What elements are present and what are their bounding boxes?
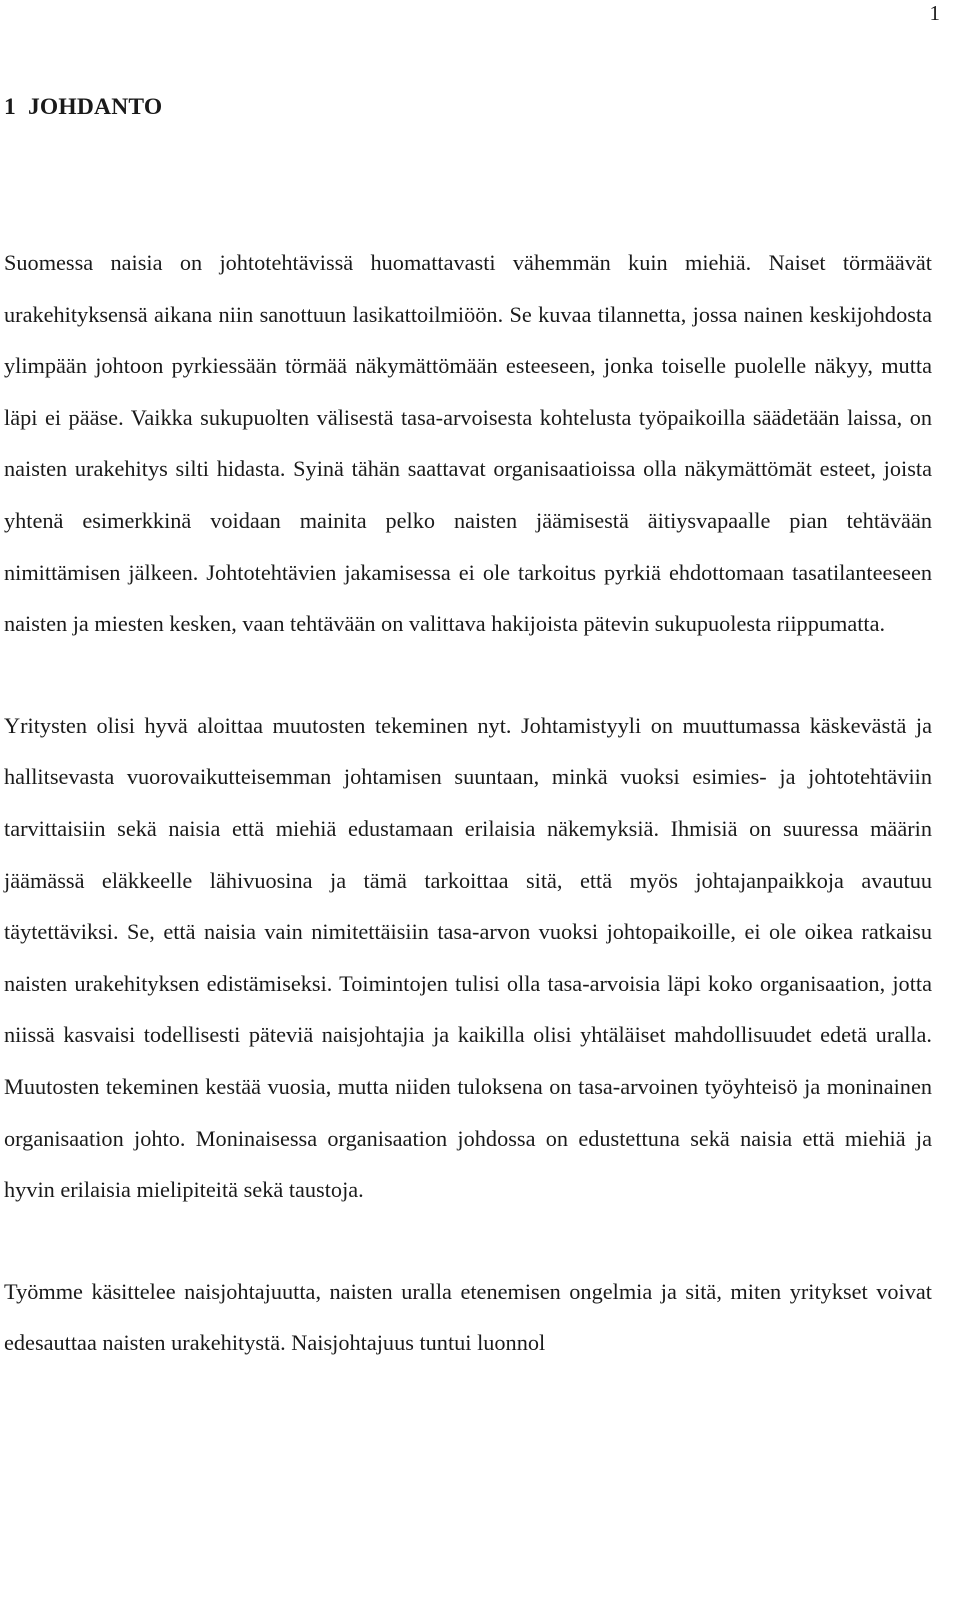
paragraph-1: Suomessa naisia on johtotehtävissä huomattavasti vähemmän kuin miehiä. Naiset törmäävät urakehityksensä aikana niin sanottuun lasikattoilmiöön. Se kuvaa tilannetta, jossa nainen keskijohdosta ylimpään johtoon pyrkiessään törmää näkymättömään esteeseen, jonka toiselle puolelle näkyy, mutta läpi ei pääse. Vaikka sukupuolten välisestä tasa-arvoisesta kohtelusta työpaikoilla säädetään laissa, on naisten urakehitys silti hidasta. Syinä tähän saattavat organisaatioissa olla näkymättömät esteet, joista yhtenä esimerkkinä voidaan mainita pelko naisten jäämisestä äitiysvapaalle pian tehtävään nimittämisen jälkeen. Johtotehtävien jakamisessa ei ole tarkoitus pyrkiä ehdottomaan tasatilanteeseen naisten ja miesten kesken, vaan tehtävään on valittava hakijoista pätevin sukupuolesta riippumatta. (4, 250, 932, 637)
chapter-title: JOHDANTO (27, 94, 163, 120)
paragraph-2: Yritysten olisi hyvä aloittaa muutosten tekeminen nyt. Johtamistyyli on muuttumassa käskevästä ja hallitsevasta vuorovaikutteisemman johtamisen suuntaan, minkä vuoksi esimies- ja johtotehtäviin tarvittaisiin sekä naisia että miehiä edustamaan erilaisia näkemyksiä. Ihmisiä on suuressa määrin jäämässä eläkkeelle lähivuosina ja tämä tarkoittaa sitä, että myös johtajanpaikkoja avautuu täytettäviksi. Se, että naisia vain nimitettäisiin tasa-arvon vuoksi johtopaikoille, ei ole oikea ratkaisu naisten urakehityksen edistämiseksi. Toimintojen tulisi olla tasa-arvoisia läpi koko organisaation, jotta niissä kasvaisi todellisesti päteviä naisjohtajia ja kaikilla olisi yhtäläiset mahdollisuudet edetä uralla. Muutosten tekeminen kestää vuosia, mutta niiden tuloksena on tasa-arvoinen työyhteisö ja moninainen organisaation johto. Moninaisessa organisaation johdossa on edustettuna sekä naisia että miehiä ja hyvin erilaisia mielipiteitä sekä taustoja. (4, 712, 932, 1203)
chapter-number: 1 (4, 94, 16, 120)
paragraph-3: Työmme käsittelee naisjohtajuutta, naisten uralla etenemisen ongelmia ja sitä, miten yritykset voivat edesauttaa naisten urakehitystä. Naisjohtajuus tuntui luonnol (4, 1278, 932, 1356)
chapter-heading (4, 92, 162, 122)
page-number: 1 (929, 1, 940, 25)
body-text (4, 237, 932, 1369)
